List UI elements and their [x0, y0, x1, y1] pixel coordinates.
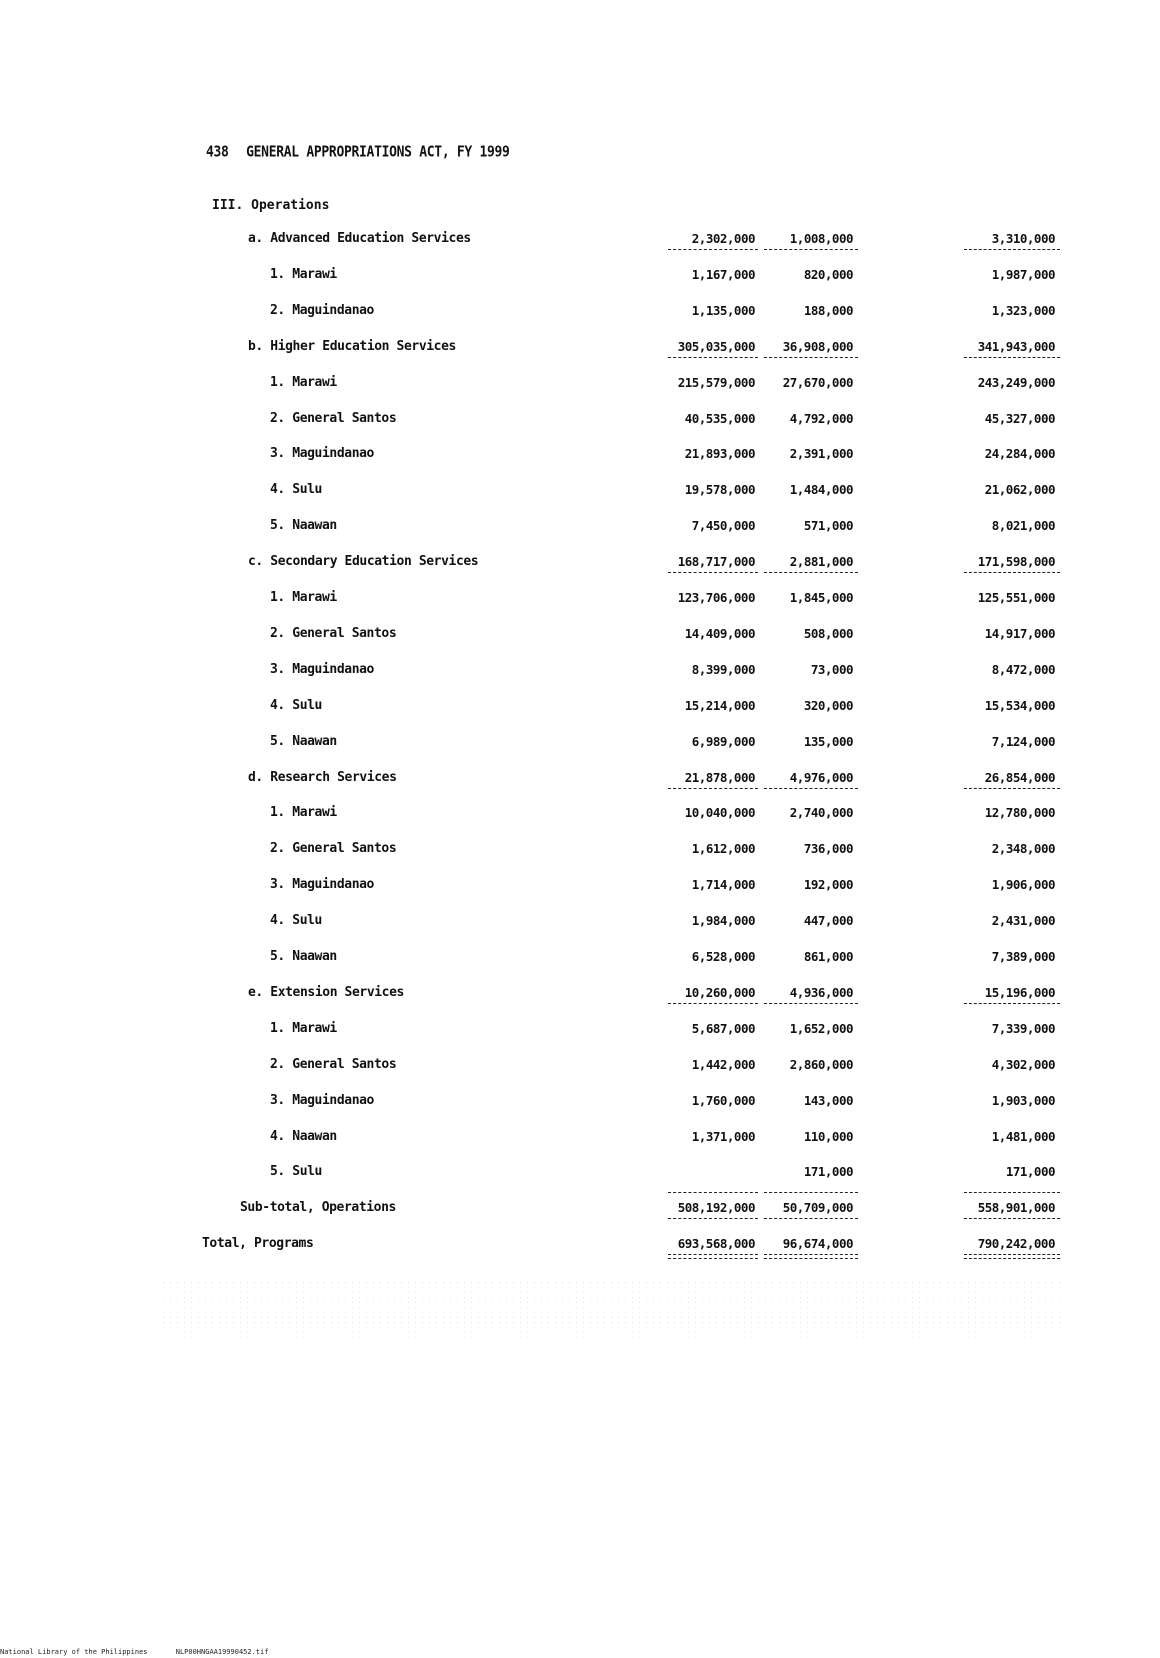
subtotal-rule — [764, 1192, 858, 1193]
total-rule — [764, 1254, 858, 1255]
amount-c2: 861,000 — [803, 949, 853, 964]
table-row — [0, 1057, 1160, 1077]
amount-c3: 15,196,000 — [984, 985, 1055, 1000]
amount-c1: 14,409,000 — [684, 626, 755, 641]
amount-c1: 1,984,000 — [691, 913, 755, 928]
total-double-rule — [764, 1258, 858, 1259]
total-rule — [764, 572, 858, 573]
total-rule — [964, 357, 1060, 358]
table-row — [0, 1164, 1160, 1184]
amount-c1: 1,612,000 — [691, 841, 755, 856]
amount-c3: 1,987,000 — [991, 267, 1055, 282]
amount-c3: 558,901,000 — [977, 1200, 1055, 1215]
amount-c1: 6,989,000 — [691, 734, 755, 749]
amount-c3: 2,348,000 — [991, 841, 1055, 856]
table-row — [0, 626, 1160, 646]
amount-c3: 171,598,000 — [977, 554, 1055, 569]
amount-c1: 19,578,000 — [684, 482, 755, 497]
amount-c3: 7,389,000 — [991, 949, 1055, 964]
category-row — [0, 554, 1160, 574]
table-row — [0, 375, 1160, 395]
row-label: 5. Sulu — [270, 1164, 322, 1179]
amount-c3: 8,021,000 — [991, 518, 1055, 533]
row-label: 2. General Santos — [270, 841, 397, 856]
row-label: 5. Naawan — [270, 518, 337, 533]
amount-c2: 4,936,000 — [789, 985, 853, 1000]
row-label: 3. Maguindanao — [270, 1093, 374, 1108]
total-rule — [668, 572, 758, 573]
amount-c2: 143,000 — [803, 1093, 853, 1108]
total-rule — [964, 249, 1060, 250]
category-row — [0, 770, 1160, 790]
table-row — [0, 303, 1160, 323]
footer — [0, 1648, 292, 1656]
amount-c1: 7,450,000 — [691, 518, 755, 533]
amount-c3: 1,323,000 — [991, 303, 1055, 318]
amount-c2: 1,652,000 — [789, 1021, 853, 1036]
amount-c2: 4,976,000 — [789, 770, 853, 785]
amount-c2: 820,000 — [803, 267, 853, 282]
total-rule — [764, 249, 858, 250]
amount-c1: 2,302,000 — [691, 231, 755, 246]
amount-c3: 1,481,000 — [991, 1129, 1055, 1144]
row-label: 3. Maguindanao — [270, 446, 374, 461]
amount-c1: 8,399,000 — [691, 662, 755, 677]
row-label: 4. Sulu — [270, 482, 322, 497]
total-rule — [668, 788, 758, 789]
total-double-rule — [964, 1258, 1060, 1259]
amount-c1: 693,568,000 — [677, 1236, 755, 1251]
total-rule — [764, 357, 858, 358]
row-label: 1. Marawi — [270, 590, 337, 605]
amount-c3: 341,943,000 — [977, 339, 1055, 354]
row-label: b. Higher Education Services — [248, 339, 456, 354]
row-label: a. Advanced Education Services — [248, 231, 471, 246]
amount-c2: 2,881,000 — [789, 554, 853, 569]
amount-c2: 36,908,000 — [782, 339, 853, 354]
row-label: Total, Programs — [202, 1236, 314, 1251]
amount-c3: 790,242,000 — [977, 1236, 1055, 1251]
amount-c1: 1,371,000 — [691, 1129, 755, 1144]
table-row — [0, 446, 1160, 466]
amount-c3: 45,327,000 — [984, 411, 1055, 426]
amount-c3: 15,534,000 — [984, 698, 1055, 713]
amount-c1: 21,893,000 — [684, 446, 755, 461]
total-rule — [964, 788, 1060, 789]
row-label: 5. Naawan — [270, 949, 337, 964]
document-title: GENERAL APPROPRIATIONS ACT, FY 1999 — [246, 144, 510, 162]
amount-c1: 40,535,000 — [684, 411, 755, 426]
table-row — [0, 267, 1160, 287]
table-row — [0, 518, 1160, 538]
row-label: 2. General Santos — [270, 411, 397, 426]
total-rule — [964, 1218, 1060, 1219]
amount-c2: 1,484,000 — [789, 482, 853, 497]
amount-c3: 1,906,000 — [991, 877, 1055, 892]
amount-c1: 10,260,000 — [684, 985, 755, 1000]
category-row — [0, 339, 1160, 359]
page-number: 438 — [206, 144, 229, 162]
amount-c3: 7,339,000 — [991, 1021, 1055, 1036]
amount-c3: 24,284,000 — [984, 446, 1055, 461]
row-label: 4. Sulu — [270, 698, 322, 713]
amount-c1: 123,706,000 — [677, 590, 755, 605]
total-rule — [668, 1218, 758, 1219]
amount-c2: 171,000 — [803, 1164, 853, 1179]
total-rule — [964, 572, 1060, 573]
amount-c1: 1,167,000 — [691, 267, 755, 282]
amount-c1: 15,214,000 — [684, 698, 755, 713]
amount-c2: 2,740,000 — [789, 805, 853, 820]
amount-c1: 168,717,000 — [677, 554, 755, 569]
amount-c3: 21,062,000 — [984, 482, 1055, 497]
row-label: 2. Maguindanao — [270, 303, 374, 318]
amount-c2: 192,000 — [803, 877, 853, 892]
table-row — [0, 877, 1160, 897]
amount-c1: 508,192,000 — [677, 1200, 755, 1215]
table-row — [0, 805, 1160, 825]
table-row — [0, 734, 1160, 754]
table-row — [0, 590, 1160, 610]
amount-c2: 320,000 — [803, 698, 853, 713]
amount-c1: 1,135,000 — [691, 303, 755, 318]
row-label: 1. Marawi — [270, 805, 337, 820]
amount-c3: 243,249,000 — [977, 375, 1055, 390]
subtotal-row — [0, 1200, 1160, 1220]
amount-c1: 5,687,000 — [691, 1021, 755, 1036]
subtotal-rule — [964, 1192, 1060, 1193]
amount-c3: 125,551,000 — [977, 590, 1055, 605]
amount-c1: 6,528,000 — [691, 949, 755, 964]
amount-c3: 2,431,000 — [991, 913, 1055, 928]
total-rule — [668, 1003, 758, 1004]
amount-c2: 1,845,000 — [789, 590, 853, 605]
total-rule — [668, 357, 758, 358]
category-row — [0, 985, 1160, 1005]
total-row — [0, 1236, 1160, 1256]
scan-noise — [160, 1280, 1060, 1340]
table-row — [0, 949, 1160, 969]
row-label: 1. Marawi — [270, 1021, 337, 1036]
section-title: III. Operations — [212, 198, 330, 213]
category-row — [0, 231, 1160, 251]
row-label: d. Research Services — [248, 770, 397, 785]
table-row — [0, 411, 1160, 431]
amount-c2: 4,792,000 — [789, 411, 853, 426]
amount-c3: 12,780,000 — [984, 805, 1055, 820]
total-rule — [668, 249, 758, 250]
row-label: 2. General Santos — [270, 626, 397, 641]
total-rule — [764, 1003, 858, 1004]
table-row — [0, 1021, 1160, 1041]
amount-c2: 571,000 — [803, 518, 853, 533]
amount-c1: 1,442,000 — [691, 1057, 755, 1072]
amount-c2: 135,000 — [803, 734, 853, 749]
amount-c1: 10,040,000 — [684, 805, 755, 820]
row-label: 1. Marawi — [270, 375, 337, 390]
amount-c1: 1,714,000 — [691, 877, 755, 892]
row-label: 1. Marawi — [270, 267, 337, 282]
amount-c3: 171,000 — [1005, 1164, 1055, 1179]
amount-c3: 14,917,000 — [984, 626, 1055, 641]
total-rule — [964, 1003, 1060, 1004]
total-rule — [764, 788, 858, 789]
row-label: 3. Maguindanao — [270, 877, 374, 892]
row-label: Sub-total, Operations — [240, 1200, 396, 1215]
row-label: 2. General Santos — [270, 1057, 397, 1072]
row-label: 4. Naawan — [270, 1129, 337, 1144]
amount-c2: 1,008,000 — [789, 231, 853, 246]
row-label: 3. Maguindanao — [270, 662, 374, 677]
amount-c2: 110,000 — [803, 1129, 853, 1144]
footer-library: National Library of the Philippines — [0, 1648, 148, 1656]
table-row — [0, 698, 1160, 718]
total-rule — [668, 1254, 758, 1255]
amount-c3: 7,124,000 — [991, 734, 1055, 749]
amount-c2: 96,674,000 — [782, 1236, 853, 1251]
table-row — [0, 1129, 1160, 1149]
amount-c2: 2,391,000 — [789, 446, 853, 461]
table-row — [0, 841, 1160, 861]
subtotal-rule — [668, 1192, 758, 1193]
amount-c2: 27,670,000 — [782, 375, 853, 390]
row-label: c. Secondary Education Services — [248, 554, 479, 569]
row-label: e. Extension Services — [248, 985, 404, 1000]
row-label: 5. Naawan — [270, 734, 337, 749]
total-double-rule — [668, 1258, 758, 1259]
amount-c3: 8,472,000 — [991, 662, 1055, 677]
amount-c3: 26,854,000 — [984, 770, 1055, 785]
amount-c3: 4,302,000 — [991, 1057, 1055, 1072]
row-label: 4. Sulu — [270, 913, 322, 928]
amount-c2: 188,000 — [803, 303, 853, 318]
amount-c2: 736,000 — [803, 841, 853, 856]
page-header — [206, 144, 510, 161]
footer-file: NLP00HNGAA19990452.tif — [175, 1648, 269, 1656]
amount-c2: 447,000 — [803, 913, 853, 928]
amount-c2: 50,709,000 — [782, 1200, 853, 1215]
table-row — [0, 482, 1160, 502]
amount-c2: 2,860,000 — [789, 1057, 853, 1072]
total-rule — [964, 1254, 1060, 1255]
table-row — [0, 1093, 1160, 1113]
amount-c1: 305,035,000 — [677, 339, 755, 354]
amount-c2: 73,000 — [810, 662, 853, 677]
table-row — [0, 913, 1160, 933]
amount-c3: 3,310,000 — [991, 231, 1055, 246]
amount-c3: 1,903,000 — [991, 1093, 1055, 1108]
amount-c1: 215,579,000 — [677, 375, 755, 390]
amount-c1: 1,760,000 — [691, 1093, 755, 1108]
amount-c1: 21,878,000 — [684, 770, 755, 785]
amount-c2: 508,000 — [803, 626, 853, 641]
table-row — [0, 662, 1160, 682]
total-rule — [764, 1218, 858, 1219]
